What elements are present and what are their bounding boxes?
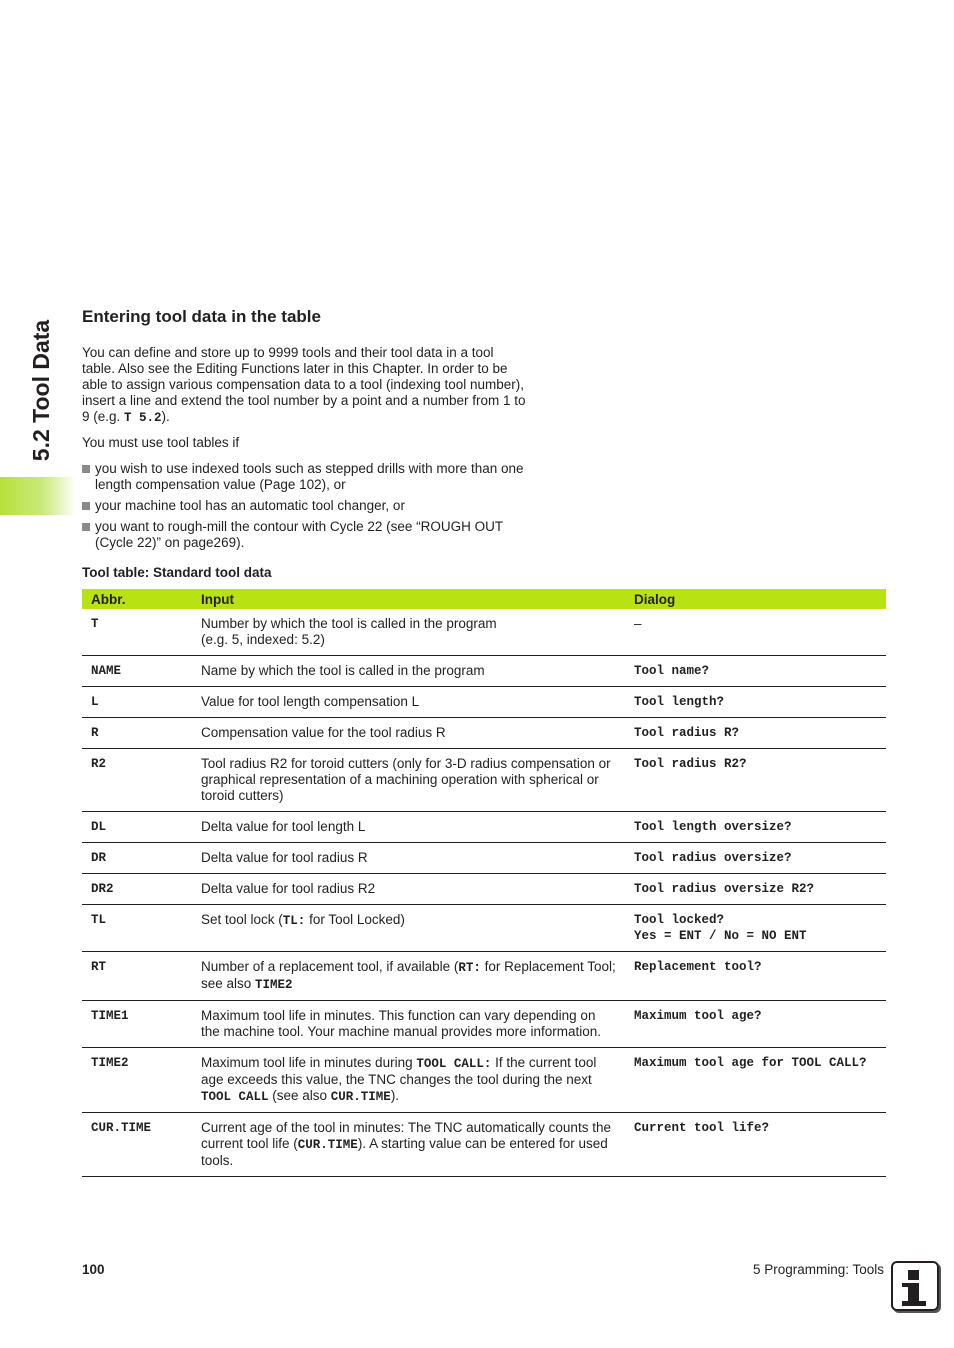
info-icon-base: [902, 1301, 926, 1306]
table-row: [82, 874, 886, 905]
input-text: Delta value for tool length L: [201, 819, 366, 834]
requirements-list: [82, 461, 528, 556]
table-row: [82, 1001, 886, 1048]
input-code: TOOL CALL:: [416, 1057, 492, 1071]
cell-dialog: [625, 718, 886, 749]
cell-input: [192, 656, 625, 687]
cell-input: [192, 718, 625, 749]
cell-abbr: DR2: [82, 874, 192, 905]
intro-code-example: T 5.2: [124, 411, 162, 425]
input-text: Number by which the tool is called in the program: [201, 616, 497, 631]
input-code: CUR.TIME: [297, 1138, 358, 1152]
header-abbr: Abbr.: [82, 589, 192, 609]
table-row: [82, 905, 886, 952]
cell-input: [192, 1048, 625, 1113]
info-icon-stem: [908, 1283, 919, 1303]
cell-dialog: [625, 687, 886, 718]
cell-dialog: [625, 1001, 886, 1048]
cell-dialog: [625, 749, 886, 812]
table-row: [82, 609, 886, 656]
dialog-text: Tool radius oversize?: [634, 851, 792, 865]
input-text: Name by which the tool is called in the program: [201, 663, 485, 678]
dialog-text: Replacement tool?: [634, 960, 762, 974]
input-text: Delta value for tool radius R2: [201, 881, 376, 896]
dialog-text-line2: Yes = ENT / No = NO ENT: [634, 929, 807, 943]
header-dialog: Dialog: [625, 589, 886, 609]
table-row: [82, 687, 886, 718]
cell-abbr: RT: [82, 952, 192, 1001]
cell-abbr: TIME2: [82, 1048, 192, 1113]
input-code: TIME2: [255, 978, 293, 992]
table-caption: Tool table: Standard tool data: [82, 565, 272, 580]
table-header-row: [82, 589, 886, 609]
cell-dialog: [625, 1113, 886, 1177]
list-item-text: you want to rough-mill the contour with Cycle 22 (see “ROUGH OUT (Cycle 22)” on page269).: [95, 519, 503, 550]
must-use-paragraph: You must use tool tables if: [82, 435, 240, 450]
input-text: Current age of the tool in minutes: The TNC automatically counts the current tool life (: [201, 1120, 611, 1151]
cell-input: [192, 609, 625, 656]
page-number: 100: [82, 1262, 105, 1277]
cell-input: [192, 749, 625, 812]
info-icon-dot: [908, 1270, 919, 1280]
input-text: (see also: [268, 1088, 331, 1103]
cell-abbr: T: [82, 609, 192, 656]
sidebar-chapter-title: [22, 300, 62, 480]
dialog-text: Tool locked?: [634, 913, 725, 927]
sidebar-chapter-title-text: 5.2 Tool Data: [28, 319, 55, 461]
cell-dialog: [625, 905, 886, 952]
input-code: TOOL CALL: [201, 1090, 269, 1104]
dialog-text: Tool radius R2?: [634, 757, 747, 771]
table-row: [82, 656, 886, 687]
list-item: [82, 498, 528, 514]
cell-input: [192, 687, 625, 718]
cell-input: [192, 843, 625, 874]
table-row: [82, 843, 886, 874]
input-text: Maximum tool life in minutes. This function can vary depending on the machine tool. Your machine manual provides more information.: [201, 1008, 601, 1039]
input-text: ). A starting value can be entered for used tools.: [201, 1136, 608, 1168]
cell-dialog: [625, 609, 886, 656]
table-row: [82, 749, 886, 812]
input-code: TL:: [282, 914, 306, 928]
input-text: Maximum tool life in minutes during: [201, 1055, 417, 1070]
dialog-text: Maximum tool age?: [634, 1009, 762, 1023]
dialog-text: Tool radius oversize R2?: [634, 882, 815, 896]
cell-abbr: NAME: [82, 656, 192, 687]
table-row: [82, 952, 886, 1001]
input-text: Set tool lock (: [201, 912, 283, 927]
cell-dialog: [625, 874, 886, 905]
cell-input: [192, 905, 625, 952]
bullet-square-icon: [82, 502, 90, 510]
dialog-text: Tool name?: [634, 664, 710, 678]
dialog-text: Tool length oversize?: [634, 820, 792, 834]
cell-dialog: [625, 952, 886, 1001]
intro-text-before: You can define and store up to 9999 tools and their tool data in a tool table. Also see the Editing Functions later in this Chapter. In order to be able to assign various compensation data to a tool (indexing tool number), insert a line and extend the tool number by a point and a number from 1 to 9 (e.g.: [82, 345, 526, 424]
list-item: [82, 519, 528, 551]
cell-abbr: DL: [82, 812, 192, 843]
input-code: RT:: [458, 961, 481, 975]
dialog-text: Current tool life?: [634, 1121, 770, 1135]
cell-input: [192, 1001, 625, 1048]
dialog-text: Maximum tool age for TOOL CALL?: [634, 1056, 867, 1070]
input-text: ).: [390, 1088, 400, 1103]
table-body: [82, 609, 886, 1177]
cell-input: [192, 1113, 625, 1177]
cell-abbr: DR: [82, 843, 192, 874]
list-item-text: your machine tool has an automatic tool changer, or: [95, 498, 405, 513]
input-text: Number of a replacement tool, if available (: [201, 959, 459, 974]
dialog-text: Tool radius R?: [634, 726, 740, 740]
table-row: [82, 1048, 886, 1113]
table-row: [82, 1113, 886, 1177]
table-row: [82, 718, 886, 749]
info-icon: [891, 1261, 939, 1311]
input-text: Delta value for tool radius R: [201, 850, 368, 865]
tool-data-table: [82, 589, 886, 1177]
input-text: for Replacement Tool; see also: [201, 959, 616, 991]
input-text: for Tool Locked): [305, 912, 405, 927]
dialog-text: Tool length?: [634, 695, 725, 709]
list-item: [82, 461, 528, 493]
cell-input: [192, 874, 625, 905]
cell-abbr: L: [82, 687, 192, 718]
cell-abbr: TIME1: [82, 1001, 192, 1048]
dialog-text: –: [634, 616, 642, 631]
bullet-square-icon: [82, 465, 90, 473]
bullet-square-icon: [82, 523, 90, 531]
input-text: (e.g. 5, indexed: 5.2): [201, 632, 325, 647]
cell-abbr: R: [82, 718, 192, 749]
list-item-text: you wish to use indexed tools such as stepped drills with more than one length compensation value (Page 102), or: [95, 461, 524, 492]
input-code: CUR.TIME: [330, 1090, 391, 1104]
cell-dialog: [625, 812, 886, 843]
header-input: Input: [192, 589, 625, 609]
intro-paragraph: [82, 345, 528, 426]
sidebar-color-tab: [0, 477, 76, 515]
input-text: Compensation value for the tool radius R: [201, 725, 446, 740]
section-heading: Entering tool data in the table: [82, 307, 321, 326]
cell-dialog: [625, 843, 886, 874]
table-row: [82, 812, 886, 843]
cell-dialog: [625, 1048, 886, 1113]
cell-dialog: [625, 656, 886, 687]
intro-text-after: ).: [161, 409, 170, 424]
input-text: Tool radius R2 for toroid cutters (only for 3-D radius compensation or graphical representation of a machining operation with spherical or toroid cutters): [201, 756, 611, 803]
footer-chapter: 5 Programming: Tools: [752, 1262, 884, 1277]
cell-input: [192, 812, 625, 843]
input-text: If the current tool age exceeds this value, the TNC changes the tool during the next: [201, 1055, 597, 1087]
cell-abbr: R2: [82, 749, 192, 812]
input-text: Value for tool length compensation L: [201, 694, 420, 709]
cell-abbr: CUR.TIME: [82, 1113, 192, 1177]
cell-abbr: TL: [82, 905, 192, 952]
cell-input: [192, 952, 625, 1001]
